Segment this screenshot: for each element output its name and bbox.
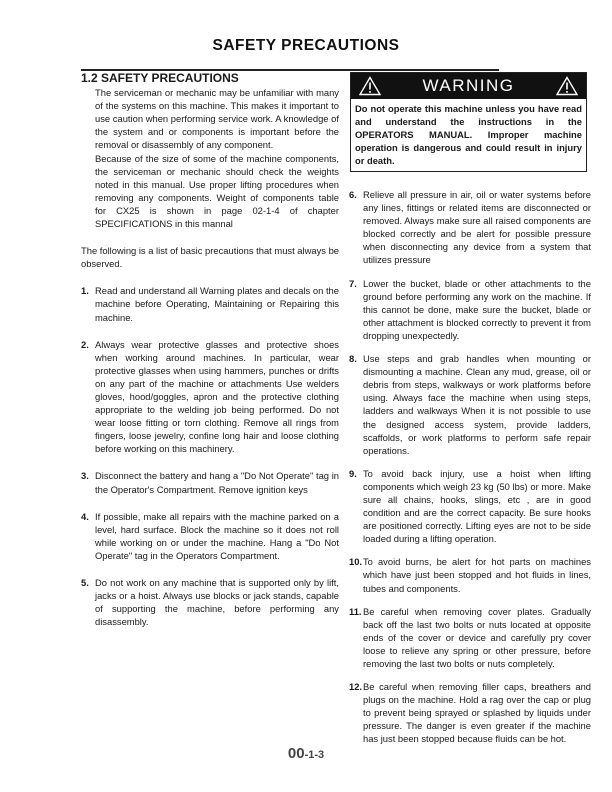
precaution-item xyxy=(81,510,339,562)
warning-triangle-icon xyxy=(556,76,578,96)
precaution-item xyxy=(349,467,591,546)
warning-label: WARNING xyxy=(422,76,515,96)
item-text: If possible, make all repairs with the machine parked on a level, hard surface. Block the machine so it does not roll while working on or under the machine. Hang a "Do Not Operate" tag in the Operators Compartment. xyxy=(95,510,339,561)
item-text: Lower the bucket, blade or other attachments to the ground before performing any work on the machine. If this cannot be done, make sure the bucket, blade or other attachment is blocked correctly to prevent it from dropping unexpectedly. xyxy=(363,277,591,341)
item-number: 3. xyxy=(81,470,89,482)
item-text: Be careful when removing cover plates. Gradually back off the last two bolts or nuts located at opposite ends of the cover or device and carefully pry cover loose to relieve any spring or other pressure, before removing the last two bolts or nuts completely. xyxy=(363,605,591,669)
precaution-item xyxy=(81,576,339,628)
precaution-item xyxy=(81,338,339,456)
warning-box xyxy=(350,72,587,172)
item-number: 4. xyxy=(81,510,89,522)
precaution-item xyxy=(349,277,591,342)
section-heading: 1.2 SAFETY PRECAUTIONS xyxy=(81,71,239,85)
warning-text: Do not operate this machine unless you have read and understand the instructions in the OPERATORS MANUAL. Improper machine operation is dangerous and could result in injury or death. xyxy=(355,103,582,166)
precaution-item xyxy=(349,188,591,267)
precaution-item xyxy=(349,680,591,745)
item-number: 9. xyxy=(349,467,357,479)
item-text: Use steps and grab handles when mounting or dismounting a machine. Clean any mud, grease, oil or debris from steps, walkways or work platforms before using. Always face the machine when using steps, ladders and walkways When it is not possible to use the designed access system, provide ladders, scaffolds, or work platforms to perform safe repair operations. xyxy=(363,353,591,456)
item-text: Disconnect the battery and hang a "Do Not Operate" tag in the Operator's Compartment. Remove ignition keys xyxy=(95,470,339,495)
item-number: 2. xyxy=(81,338,89,350)
page-number xyxy=(0,745,612,763)
left-column xyxy=(81,72,339,642)
precaution-item xyxy=(349,555,591,594)
warning-header xyxy=(351,73,586,99)
intro-paragraph: The serviceman or mechanic may be unfamiliar with many of the systems on this machine. This makes it important to use caution when performing service work. A knowledge of the system and or components is important before the removal or disassembly of any component. xyxy=(95,87,339,151)
item-text: Do not work on any machine that is supported only by lift, jacks or a hoist. Always use blocks or jack stands, capable of supporting the machine, before performing any disassembly. xyxy=(95,577,339,628)
item-number: 6. xyxy=(349,189,357,200)
right-column xyxy=(349,72,591,756)
item-text: Be careful when removing filler caps, breathers and plugs on the machine. Hold a rag over the cap or plug to prevent being sprayed or splashed by liquids under pressure. The danger is even greater if the machine has just been stopped because fluids can be hot. xyxy=(363,681,591,745)
page-title: SAFETY PRECAUTIONS xyxy=(212,37,400,54)
item-text: Always wear protective glasses and protective shoes when working around machines. In particular, wear protective glasses when using hammers, punches or drifts on any part of the machine or attachments Use welders gloves, hood/goggles, apron and the protective clothing appropriate to the welding job being performed. Do not wear loose fitting or torn clothing. Remove all rings from fingers, loose jewelry, confine long hair and loose clothing before working on this machinery. xyxy=(95,338,339,455)
page-number-page: -1-3 xyxy=(304,749,325,761)
precaution-item xyxy=(81,284,339,323)
intro-text xyxy=(95,86,339,230)
item-number: 11. xyxy=(349,605,362,617)
item-number: 12. xyxy=(349,681,363,693)
item-text: To avoid burns, be alert for hot parts on machines which have just been stopped and hot fluids in lines, tubes and components. xyxy=(363,556,591,594)
intro-paragraph: Because of the size of some of the machine components, the serviceman or mechanic should check the weights noted in this manual. Use proper lifting procedures when removing any components. Weight of components table for CX25 is shown in page 02-1-4 of chapter SPECIFICATIONS in this mannal xyxy=(95,152,339,230)
warning-triangle-icon xyxy=(359,76,381,96)
page-number-chapter: 00 xyxy=(287,745,305,762)
item-number: 1. xyxy=(81,285,89,297)
list-lead-text: The following is a list of basic precautions that must always be observed. xyxy=(81,245,339,270)
item-number: 10. xyxy=(349,556,363,568)
precaution-item xyxy=(349,352,591,457)
item-number: 8. xyxy=(349,353,357,365)
item-number: 7. xyxy=(349,277,357,289)
item-text: Relieve all pressure in air, oil or water systems before any lines, fittings or related items are disconnected or removed. Always make sure all raised components are blocked correctly and be alert for possible pressure when disconnecting any device from a system that utilizes pressure xyxy=(363,189,591,266)
precaution-item xyxy=(349,605,591,670)
item-text: To avoid back injury, use a hoist when lifting components which weigh 23 kg (50 lbs) or more. Make sure all chains, hooks, slings, etc , are in good condition and are the correct capacity. Be sure hooks are positioned correctly. Lifting eyes are not to be side loaded during a lifting operation. xyxy=(363,467,591,545)
item-number: 5. xyxy=(81,577,89,588)
precaution-item xyxy=(81,469,339,495)
item-text: Read and understand all Warning plates and decals on the machine before Operating, Maintaining or Repairing this machine. xyxy=(95,285,339,323)
